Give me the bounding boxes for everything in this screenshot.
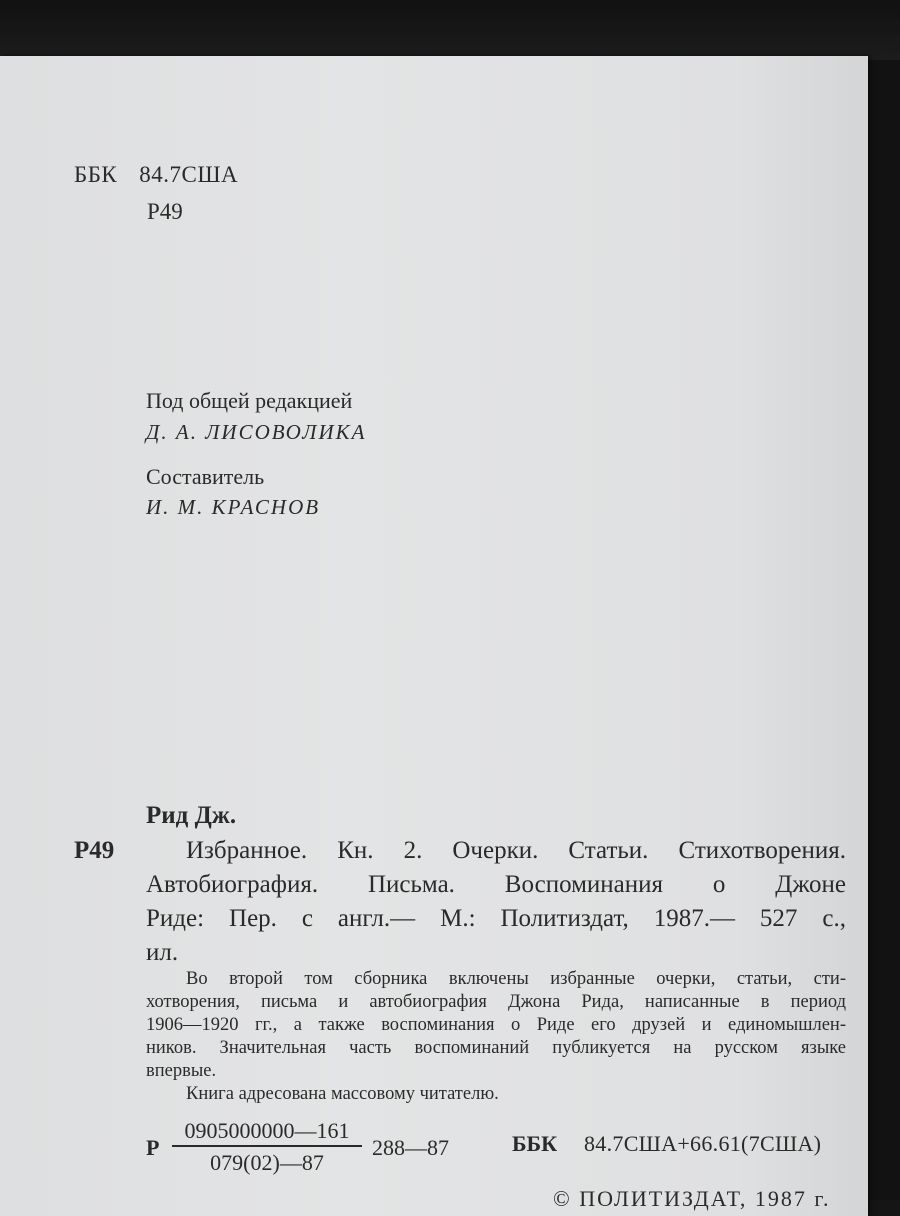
bbk-header: [74, 163, 238, 186]
annotation-line: хотворения, письма и автобиография Джона Рида, написанные в период: [146, 992, 846, 1012]
title-line: Автобиография. Письма. Воспоминания о Джоне: [146, 871, 846, 898]
compiler-label: Составитель: [146, 464, 265, 489]
classification-fraction: [172, 1118, 362, 1176]
bbk-label: ББК: [74, 162, 118, 187]
classification-letter: Р: [146, 1135, 160, 1160]
background-top: [0, 0, 900, 60]
bbk-code: 84.7США: [139, 162, 239, 187]
compiler-name: И. М. КРАСНОВ: [146, 495, 321, 519]
author-code-top: Р49: [147, 199, 183, 224]
annotation-line: впервые.: [146, 1061, 217, 1081]
annotation-line: Во второй том сборника включены избранные очерки, статьи, сти-: [186, 969, 846, 989]
copyright-line: © ПОЛИТИЗДАТ, 1987 г.: [553, 1186, 831, 1211]
fraction-numerator: 0905000000—161: [172, 1118, 362, 1147]
catalog-code: Р49: [74, 837, 115, 864]
title-line: ил.: [146, 939, 179, 966]
annotation-line: 1906—1920 гг., а также воспоминания о Риде его друзей и единомышлен-: [146, 1015, 846, 1035]
audience-note: Книга адресована массовому читателю.: [186, 1084, 499, 1104]
title-line: Избранное. Кн. 2. Очерки. Статьи. Стихотворения.: [186, 837, 846, 864]
title-line: Риде: Пер. с англ.— М.: Политиздат, 1987.— 527 с.,: [146, 905, 846, 932]
editor-name: Д. А. ЛИСОВОЛИКА: [146, 420, 367, 444]
fraction-denominator: 079(02)—87: [210, 1150, 324, 1175]
classification-row: [146, 1118, 866, 1178]
catalog-author: Рид Дж.: [146, 802, 237, 829]
bbk-bottom-codes: 84.7США+66.61(7США): [584, 1131, 822, 1156]
catalog-title-block: [146, 834, 846, 970]
classification-suffix: 288—87: [372, 1135, 449, 1160]
annotation-block: [146, 968, 846, 1106]
annotation-line: ников. Значительная часть воспоминаний публикуется на русском языке: [146, 1038, 846, 1058]
bbk-bottom-label: ББК: [512, 1131, 558, 1156]
editor-label: Под общей редакцией: [146, 388, 353, 413]
background-right: [866, 60, 900, 1200]
